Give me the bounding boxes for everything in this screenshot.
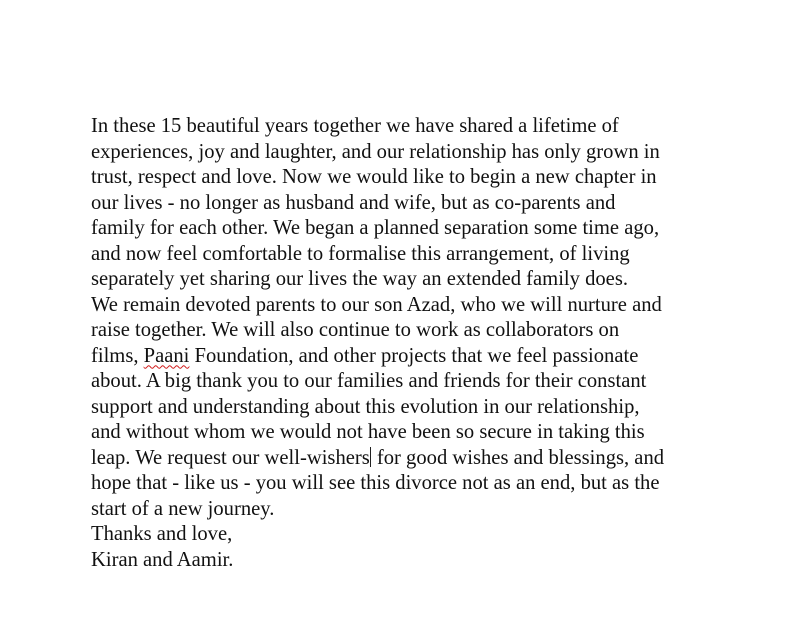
- text-segment: for good wishes and blessings, and: [371, 446, 665, 469]
- text-line-15: hope that - like us - you will see this divorce not as an end, but as the: [91, 472, 660, 494]
- text-line-11: about. A big thank you to our families and friends for their constant: [91, 370, 647, 392]
- text-line-10: [91, 344, 731, 370]
- text-segment: films,: [91, 344, 144, 367]
- text-line-13: and without whom we would not have been so secure in taking this: [91, 421, 645, 443]
- text-segment: leap. We request our well-wishers: [91, 446, 370, 469]
- signature-line: Kiran and Aamir.: [91, 548, 234, 571]
- text-line-12: support and understanding about this evolution in our relationship,: [91, 395, 640, 418]
- closing-line: Thanks and love,: [91, 523, 233, 545]
- text-line-1: In these 15 beautiful years together we have shared a lifetime of: [91, 115, 619, 137]
- text-cursor: [370, 447, 371, 467]
- text-segment: Foundation, and other projects that we feel passionate: [189, 344, 639, 367]
- misspelled-word[interactable]: Paani: [143, 344, 190, 367]
- text-line-9: raise together. We will also continue to work as collaborators on: [91, 319, 620, 341]
- text-line-3: trust, respect and love. Now we would like to begin a new chapter in: [91, 166, 657, 188]
- text-line-2: experiences, joy and laughter, and our relationship has only grown in: [91, 140, 660, 163]
- text-line-4: our lives - no longer as husband and wife, but as co-parents and: [91, 191, 616, 214]
- text-line-7: separately yet sharing our lives the way an extended family does.: [91, 268, 628, 290]
- text-line-5: family for each other. We began a planned separation some time ago,: [91, 217, 660, 239]
- document-body[interactable]: [91, 114, 731, 573]
- text-line-8: We remain devoted parents to our son Azad, who we will nurture and: [91, 293, 662, 316]
- text-line-16: start of a new journey.: [91, 497, 275, 520]
- text-line-14: [91, 446, 731, 472]
- text-line-6: and now feel comfortable to formalise this arrangement, of living: [91, 242, 630, 265]
